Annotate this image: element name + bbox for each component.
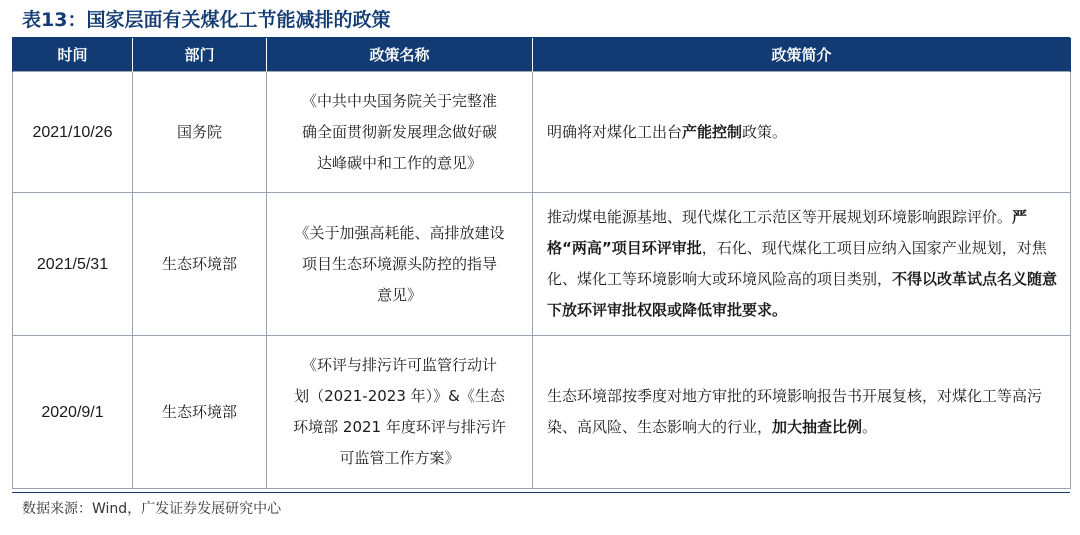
desc-bold: 产能控制 [682,122,743,141]
name-line: 项目生态环境源头防控的指导 [301,254,497,273]
desc-text: ，石化、现代煤化工项目应纳入国家产业规划，对焦化、煤化工等环境影响大或环境风险高的项目类别， [547,239,1047,288]
name-line: 确全面贯彻新发展理念做好碳 [301,122,497,141]
name-line: 《关于加强高耗能、高排放建设 [294,223,505,242]
cell-name [267,193,533,336]
table-row [13,193,1071,336]
table-row [13,336,1071,489]
source-note: 数据来源：Wind，广发证券发展研究中心 [22,501,282,517]
cell-dept: 生态环境部 [133,336,267,489]
cell-name [267,72,533,193]
table-row [13,72,1071,193]
cell-desc [533,193,1071,336]
header-date: 时间 [13,38,133,72]
bottom-rule [12,492,1070,493]
name-line: 《中共中央国务院关于完整准 [301,91,497,110]
desc-text: 政策。 [742,122,788,141]
cell-desc [533,72,1071,193]
cell-desc [533,336,1071,489]
desc-text: 生态环境部按季度对地方审批的环境影响报告书开展复核，对煤化工等高污染、高风险、生态影响大的行业， [547,387,1043,436]
name-line: 划（2021-2023 年）》&《生态 [294,387,505,405]
desc-text: 推动煤电能源基地、现代煤化工示范区等开展规划环境影响跟踪评价。 [547,208,1013,226]
cell-date: 2021/5/31 [13,193,133,336]
cell-date: 2021/10/26 [13,72,133,193]
desc-text: 。 [862,418,878,436]
cell-date: 2020/9/1 [13,336,133,489]
header-dept: 部门 [133,38,267,72]
header-desc: 政策简介 [533,38,1071,72]
desc-text: 明确将对煤化工出台 [547,122,683,141]
name-line: 达峰碳中和工作的意见》 [316,153,482,172]
name-line: 《环评与排污许可监管行动计 [301,356,497,374]
cell-dept: 生态环境部 [133,193,267,336]
table-title: 表13：国家层面有关煤化工节能减排的政策 [22,9,391,31]
policy-table [12,38,1071,489]
cell-dept: 国务院 [133,72,267,193]
name-line: 意见》 [376,285,422,304]
name-line: 可监管工作方案》 [339,449,460,467]
name-line: 环境部 2021 年度环评与排污许 [293,418,506,436]
desc-bold: 严格“两高”项目环评审批 [547,208,1028,257]
desc-bold: 加大抽查比例 [772,418,863,436]
header-name: 政策名称 [267,38,533,72]
cell-name [267,336,533,489]
desc-bold: 不得以改革试点名义随意下放环评审批权限或降低审批要求。 [547,270,1058,319]
header-row [13,38,1071,72]
